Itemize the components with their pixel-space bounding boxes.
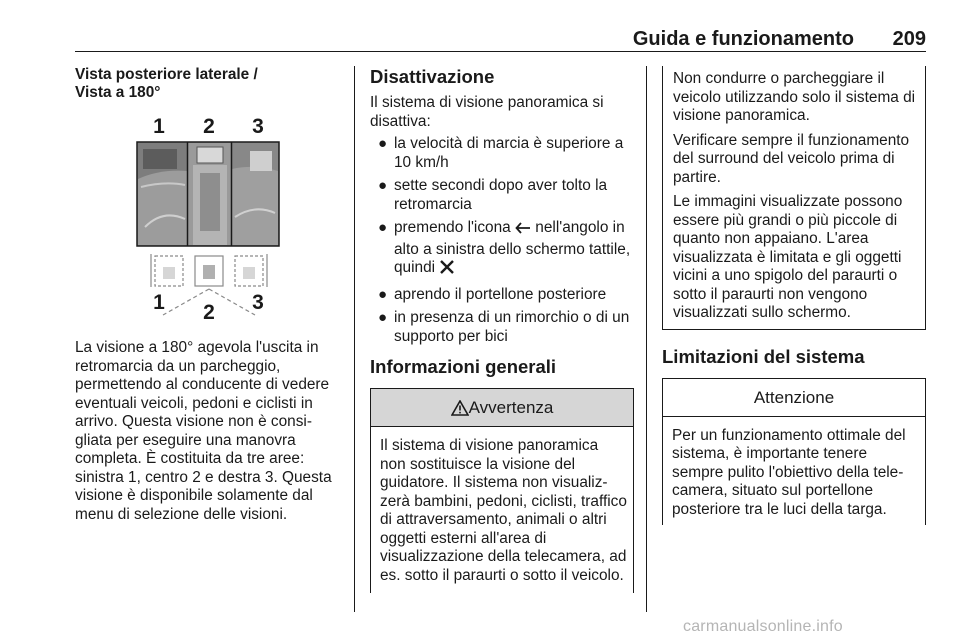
warning-text: Il sistema di visione panoramica non sostituisce la visione del guidatore. Il sistema non visualizzerà bambini, pedoni, ciclisti, traffico di attraversamento, animali o altri oggetti esterni all'area di visualizzazione della telecamera, ad es. sotto il paraurti o sotto il veicolo. (380, 437, 627, 584)
caution-header: Attenzione (663, 379, 925, 417)
rear-view-description: La visione a 180° agevola l'uscita in retromarcia da un parcheggio, permettendo al conducente di vedere eventuali veicoli, pedoni e ciclisti in arrivo. Questa visione non è consigliata per eseguire una manovra completa. È costituita da tre aree: sinistra 1, centro 2 e destra 3. Questa visione è disponibile solamente dal menu di selezione delle visioni. (75, 339, 332, 523)
warning-title: Avvertenza (468, 398, 554, 417)
bullet-icon: ● (378, 285, 388, 303)
fig-top-label-2: 2 (203, 115, 215, 138)
column-divider-left (354, 66, 355, 612)
caution-box (662, 378, 926, 526)
deactivation-list (370, 135, 634, 346)
heading-deactivation: Disattivazione (370, 66, 495, 87)
deactivation-intro: Il sistema di visione panoramica si disattiva: (370, 94, 604, 130)
warning-body (370, 427, 634, 593)
fig-bottom-label-3: 3 (252, 291, 264, 314)
warning-continued-box (662, 66, 926, 330)
rear-camera-180-figure (75, 109, 343, 321)
warning-cont-paragraph: Non condurre o parcheggiare il veicolo utilizzando solo il sistema di visione panoramica. (673, 70, 916, 124)
warning-header (371, 389, 633, 427)
fig-top-label-3: 3 (252, 115, 264, 138)
column-2 (370, 66, 634, 593)
column-1 (75, 66, 343, 524)
list-item: ● premendo l'icona nell'angolo in alto a sinistra dello schermo tattile, quindi (370, 219, 634, 281)
list-item: ● aprendo il portellone posteriore (378, 285, 607, 303)
section-title: Guida e funzionamento (632, 28, 854, 50)
watermark: carmanualsonline.info (683, 618, 843, 635)
list-item: ● in presenza di un rimorchio o di un supporto per bici (378, 309, 630, 345)
heading-system-limits: Limitazioni del sistema (662, 345, 865, 367)
list-item: ● la velocità di marcia è superiore a 10 km/h (378, 135, 624, 171)
warning-triangle-icon (451, 392, 469, 430)
bullet-icon: ● (378, 219, 388, 236)
column-divider-right (646, 66, 647, 612)
warning-cont-paragraph: Verificare sempre il funzionamento del surround del veicolo prima di partire. (673, 131, 910, 186)
fig-bottom-label-1: 1 (153, 291, 165, 314)
column-3 (662, 66, 926, 525)
heading-general-info: Informazioni generali (370, 356, 557, 377)
close-icon (439, 259, 455, 281)
camera-screen (137, 142, 279, 246)
caution-text: Per un funzionamento ottimale del sistema, è importante tenere sempre pulito l'obiettivo della telecamera, situato sul portellone posteriore tra le luci della targa. (672, 426, 906, 518)
page-header (75, 26, 926, 52)
subtitle-rear-view: Vista posteriore laterale / Vista a 180° (75, 66, 258, 101)
fig-bottom-label-2: 2 (203, 301, 215, 321)
caution-body (663, 417, 925, 526)
bullet-icon: ● (378, 135, 388, 152)
camera-view-illustration (75, 109, 343, 321)
list-item: ● sette secondi dopo aver tolto la retromarcia (378, 177, 608, 213)
warning-cont-paragraph: Le immagini visualizzate possono essere più grandi o più piccole di quanto non appaiano. L'area visualizzata è limitata e gli oggetti vicini a uno spigolo del paraurti o sotto il paraurti non vengono visualizzati sullo schermo. (673, 193, 903, 321)
bullet-icon: ● (378, 309, 388, 326)
fig-top-label-1: 1 (153, 115, 165, 138)
back-arrow-icon (515, 221, 531, 241)
bullet-icon: ● (378, 177, 388, 194)
warning-box (370, 388, 634, 593)
page-number: 209 (892, 28, 926, 50)
